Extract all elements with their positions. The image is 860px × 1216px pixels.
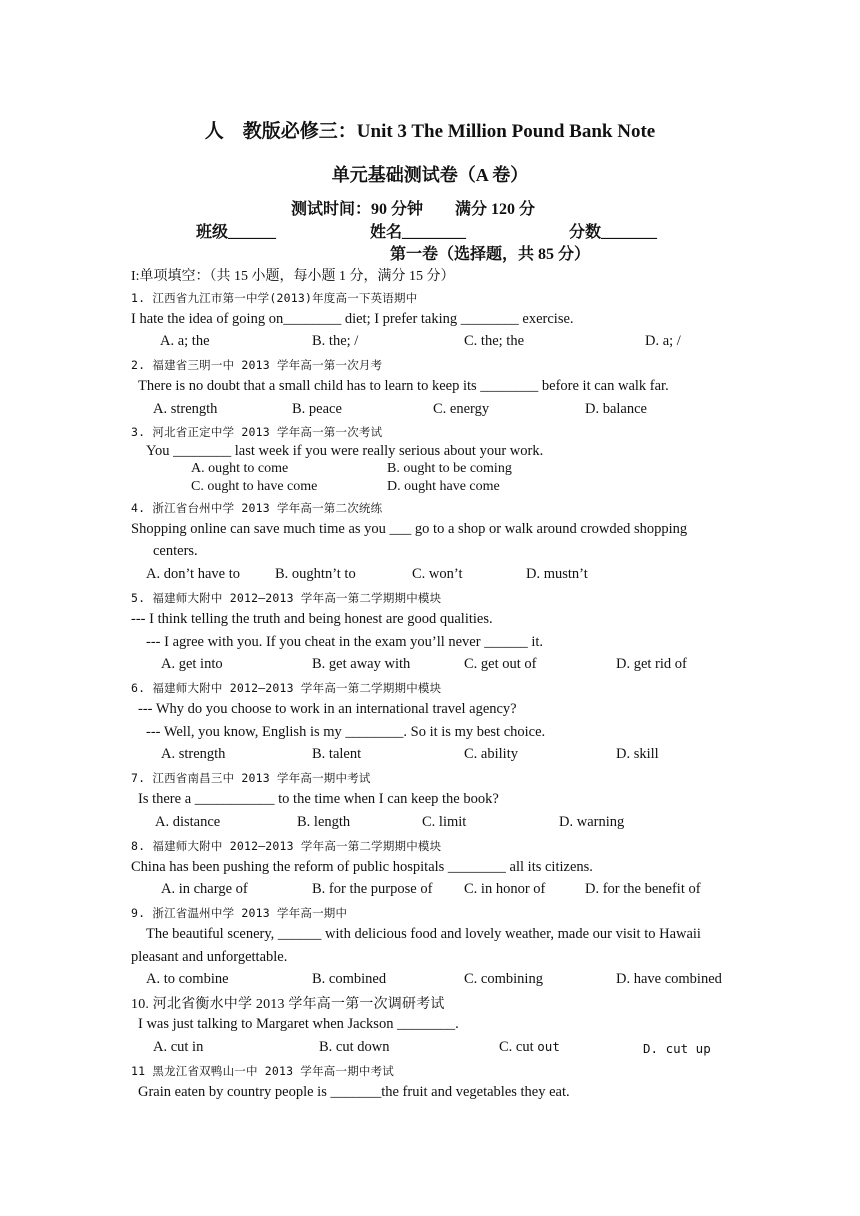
test-time-line: 测试时间：90 分钟 满分 120 分 <box>291 201 536 218</box>
option-b: B. combined <box>312 971 387 987</box>
option-c <box>499 1039 560 1056</box>
question-source: 6. 福建师大附中 2012—2013 学年高一第二学期期中模块 <box>131 681 442 695</box>
option-c: C. won’t <box>412 566 463 582</box>
option-c: C. limit <box>422 814 467 830</box>
question-source: 1. 江西省九江市第一中学(2013)年度高一下英语期中 <box>131 291 418 305</box>
option-c-text-mono: out <box>537 1039 560 1054</box>
option-a: A. a; the <box>160 333 210 349</box>
option-c: C. combining <box>464 971 543 987</box>
option-c: C. energy <box>433 401 490 417</box>
option-d: D. ought have come <box>387 479 500 494</box>
question-stem: Grain eaten by country people is _______the fruit and vegetables they eat. <box>138 1084 570 1100</box>
option-c-text: C. cut <box>499 1039 538 1055</box>
option-a: A. ought to come <box>191 461 289 476</box>
question-stem: There is no doubt that a small child has to learn to keep its ________ before it can walk far. <box>138 378 669 394</box>
question-stem: The beautiful scenery, ______ with delicious food and lovely weather, made our visit to Hawaii <box>146 926 701 942</box>
option-c: C. get out of <box>464 656 537 672</box>
question-source: 10. 河北省衡水中学 2013 学年高一第一次调研考试 <box>131 997 445 1012</box>
question-stem-continued: centers. <box>153 543 198 559</box>
question-source: 5. 福建师大附中 2012—2013 学年高一第二学期期中模块 <box>131 591 442 605</box>
question-stem: Shopping online can save much time as you ___ go to a shop or walk around crowded shopping <box>131 521 688 537</box>
question-stem: --- I think telling the truth and being honest are good qualities. <box>131 611 493 627</box>
document-subtitle: 单元基础测试卷（A 卷） <box>331 165 529 185</box>
option-d: D. get rid of <box>616 656 687 672</box>
question-stem: Is there a ___________ to the time when I can keep the book? <box>138 791 499 807</box>
option-a: A. don’t have to <box>146 566 240 582</box>
question-source: 3. 河北省正定中学 2013 学年高一第一次考试 <box>131 425 383 439</box>
question-stem: China has been pushing the reform of public hospitals ________ all its citizens. <box>131 859 593 875</box>
question-stem: I hate the idea of going on________ diet; I prefer taking ________ exercise. <box>131 311 574 327</box>
option-d: D. balance <box>585 401 647 417</box>
question-stem: --- Why do you choose to work in an international travel agency? <box>138 701 517 717</box>
option-c: C. ought to have come <box>191 479 318 494</box>
option-b: B. for the purpose of <box>312 881 433 897</box>
question-stem: I was just talking to Margaret when Jackson ________. <box>138 1016 459 1032</box>
question-source: 2. 福建省三明一中 2013 学年高一第一次月考 <box>131 358 383 372</box>
option-c: C. the; the <box>464 333 525 349</box>
option-b: B. the; / <box>312 333 359 349</box>
option-d: D. have combined <box>616 971 722 987</box>
question-source: 4. 浙江省台州中学 2013 学年高一第二次统练 <box>131 501 383 515</box>
document-title: 人 教版必修三：Unit 3 The Million Pound Bank Note <box>204 121 656 142</box>
class-field: 班级______ <box>196 224 277 241</box>
option-b: B. ought to be coming <box>387 461 512 476</box>
part-title: 第一卷（选择题，共 85 分） <box>390 246 591 263</box>
option-b: B. get away with <box>312 656 411 672</box>
option-a: A. get into <box>161 656 223 672</box>
option-b: B. oughtn’t to <box>275 566 356 582</box>
question-stem-continued: pleasant and unforgettable. <box>131 949 288 965</box>
option-a: A. to combine <box>146 971 229 987</box>
option-d: D. warning <box>559 814 625 830</box>
question-stem: You ________ last week if you were really serious about your work. <box>146 443 544 459</box>
option-d: D. mustn’t <box>526 566 588 582</box>
option-a: A. strength <box>153 401 218 417</box>
option-c: C. in honor of <box>464 881 546 897</box>
question-stem-continued: --- Well, you know, English is my ________. So it is my best choice. <box>146 724 546 740</box>
question-source: 7. 江西省南昌三中 2013 学年高一期中考试 <box>131 771 371 785</box>
option-d: D. skill <box>616 746 659 762</box>
question-stem-continued: --- I agree with you. If you cheat in the exam you’ll never ______ it. <box>146 634 544 650</box>
name-field: 姓名________ <box>370 224 467 241</box>
option-d: D. a; / <box>645 333 681 349</box>
score-field: 分数_______ <box>569 224 658 241</box>
option-d: D. cut up <box>643 1041 711 1056</box>
option-c: C. ability <box>464 746 518 762</box>
option-b: B. length <box>297 814 351 830</box>
option-a: A. in charge of <box>161 881 248 897</box>
option-a: A. cut in <box>153 1039 204 1055</box>
option-b: B. peace <box>292 401 342 417</box>
option-a: A. distance <box>155 814 221 830</box>
option-a: A. strength <box>161 746 226 762</box>
option-b: B. cut down <box>319 1039 390 1055</box>
question-source: 11 黑龙江省双鸭山一中 2013 学年高一期中考试 <box>131 1064 395 1078</box>
option-b: B. talent <box>312 746 362 762</box>
question-source: 9. 浙江省温州中学 2013 学年高一期中 <box>131 906 348 920</box>
option-d: D. for the benefit of <box>585 881 701 897</box>
section-heading: I:单项填空：（共 15 小题，每小题 1 分，满分 15 分） <box>131 269 455 284</box>
question-source: 8. 福建师大附中 2012—2013 学年高一第二学期期中模块 <box>131 839 442 853</box>
